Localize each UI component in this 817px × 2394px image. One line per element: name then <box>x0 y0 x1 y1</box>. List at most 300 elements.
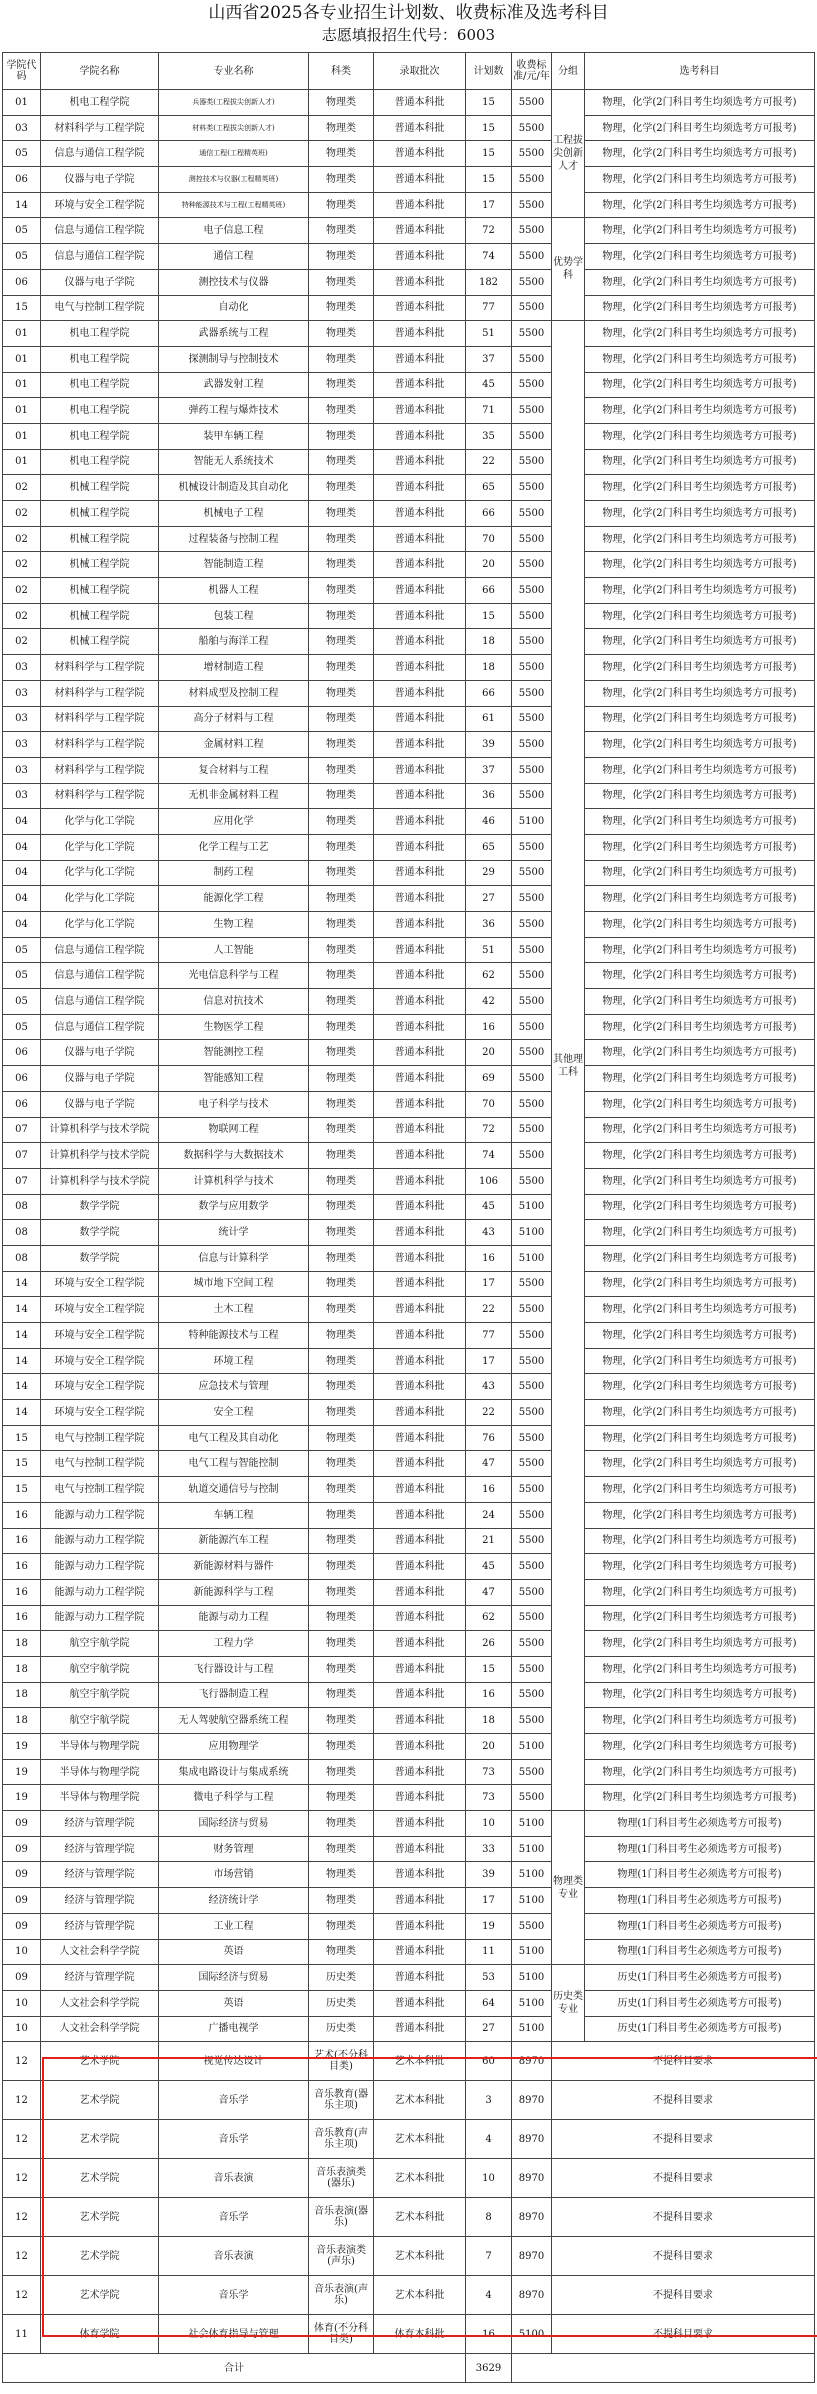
batch: 普通本科批 <box>374 989 466 1015</box>
plan-count: 72 <box>466 218 512 244</box>
fee: 5500 <box>512 1759 552 1785</box>
college-code: 18 <box>3 1708 41 1734</box>
major-name: 智能制造工程 <box>159 552 309 578</box>
plan-count: 53 <box>466 1965 512 1991</box>
fee: 5500 <box>512 732 552 758</box>
major-name: 新能源材料与器件 <box>159 1554 309 1580</box>
category: 物理类 <box>309 655 374 681</box>
fee: 8970 <box>512 2042 552 2081</box>
batch: 普通本科批 <box>374 680 466 706</box>
plan-count: 19 <box>466 1913 512 1939</box>
fee: 5500 <box>512 629 552 655</box>
subject-requirement: 物理，化学(2门科目考生均须选考方可报考) <box>585 295 815 321</box>
college-name: 计算机科学与技术学院 <box>41 1117 159 1143</box>
college-name: 材料科学与工程学院 <box>41 732 159 758</box>
plan-count: 182 <box>466 269 512 295</box>
major-name: 统计学 <box>159 1220 309 1246</box>
college-name: 环境与安全工程学院 <box>41 1400 159 1426</box>
fee: 5500 <box>512 141 552 167</box>
category: 物理类 <box>309 475 374 501</box>
category: 物理类 <box>309 1040 374 1066</box>
subject-requirement: 物理，化学(2门科目考生均须选考方可报考) <box>585 1425 815 1451</box>
subject-requirement: 物理，化学(2门科目考生均须选考方可报考) <box>585 346 815 372</box>
batch: 普通本科批 <box>374 2016 466 2042</box>
fee: 5100 <box>512 2315 552 2354</box>
plan-count: 62 <box>466 1605 512 1631</box>
fee: 5100 <box>512 2016 552 2042</box>
table-body <box>3 90 815 2383</box>
fee: 5500 <box>512 1040 552 1066</box>
category: 物理类 <box>309 269 374 295</box>
major-name: 测控技术与仪器 <box>159 269 309 295</box>
plan-count: 47 <box>466 1451 512 1477</box>
group-label: 历史类专业 <box>552 1965 585 2042</box>
batch: 普通本科批 <box>374 1502 466 1528</box>
plan-count: 37 <box>466 757 512 783</box>
college-code: 15 <box>3 1425 41 1451</box>
category: 物理类 <box>309 732 374 758</box>
batch: 普通本科批 <box>374 475 466 501</box>
batch: 普通本科批 <box>374 1939 466 1965</box>
plan-count: 77 <box>466 1323 512 1349</box>
college-code: 15 <box>3 1477 41 1503</box>
subject-requirement: 物理(1门科目考生必须选考方可报考) <box>585 1913 815 1939</box>
subject-requirement: 物理，化学(2门科目考生均须选考方可报考) <box>585 1785 815 1811</box>
subject-requirement: 物理，化学(2门科目考生均须选考方可报考) <box>585 963 815 989</box>
category: 物理类 <box>309 680 374 706</box>
batch: 普通本科批 <box>374 1400 466 1426</box>
category: 物理类 <box>309 141 374 167</box>
subject-requirement: 物理(1门科目考生必须选考方可报考) <box>585 1811 815 1837</box>
header-category: 科类 <box>309 53 374 90</box>
subject-requirement: 物理，化学(2门科目考生均须选考方可报考) <box>585 501 815 527</box>
plan-count: 36 <box>466 912 512 938</box>
header-subjects: 选考科目 <box>585 53 815 90</box>
fee: 5500 <box>512 1143 552 1169</box>
batch: 普通本科批 <box>374 963 466 989</box>
batch: 普通本科批 <box>374 1734 466 1760</box>
plan-count: 66 <box>466 578 512 604</box>
batch: 普通本科批 <box>374 1117 466 1143</box>
plan-count: 62 <box>466 963 512 989</box>
college-code: 04 <box>3 912 41 938</box>
batch: 普通本科批 <box>374 1220 466 1246</box>
category: 音乐教育(声乐主项) <box>309 2120 374 2159</box>
batch: 普通本科批 <box>374 449 466 475</box>
college-name: 环境与安全工程学院 <box>41 1323 159 1349</box>
category: 物理类 <box>309 1451 374 1477</box>
plan-count: 17 <box>466 1348 512 1374</box>
college-name: 机械工程学院 <box>41 578 159 604</box>
batch: 普通本科批 <box>374 1374 466 1400</box>
group-label: 优势学科 <box>552 218 585 321</box>
college-code: 02 <box>3 603 41 629</box>
college-name: 机械工程学院 <box>41 552 159 578</box>
subject-requirement: 物理，化学(2门科目考生均须选考方可报考) <box>585 1117 815 1143</box>
batch: 普通本科批 <box>374 1194 466 1220</box>
subject-requirement: 物理，化学(2门科目考生均须选考方可报考) <box>585 218 815 244</box>
major-name: 材料类(工程拔尖创新人才) <box>159 115 309 141</box>
college-name: 环境与安全工程学院 <box>41 1297 159 1323</box>
subject-requirement: 物理，化学(2门科目考生均须选考方可报考) <box>585 886 815 912</box>
table-row <box>3 192 815 218</box>
batch: 普通本科批 <box>374 1297 466 1323</box>
college-code: 05 <box>3 989 41 1015</box>
fee: 8970 <box>512 2081 552 2120</box>
table-row <box>3 2237 815 2276</box>
batch: 普通本科批 <box>374 1862 466 1888</box>
header-major: 专业名称 <box>159 53 309 90</box>
table-row <box>3 1451 815 1477</box>
college-code: 14 <box>3 1400 41 1426</box>
fee: 5500 <box>512 860 552 886</box>
table-row <box>3 321 815 347</box>
table-row <box>3 2016 815 2042</box>
college-name: 艺术学院 <box>41 2159 159 2198</box>
fee: 5500 <box>512 295 552 321</box>
fee: 5100 <box>512 1939 552 1965</box>
major-name: 英语 <box>159 1939 309 1965</box>
category: 物理类 <box>309 886 374 912</box>
category: 物理类 <box>309 1091 374 1117</box>
table-row <box>3 1631 815 1657</box>
table-row <box>3 1605 815 1631</box>
plan-count: 74 <box>466 244 512 270</box>
plan-count: 43 <box>466 1374 512 1400</box>
plan-count: 15 <box>466 90 512 116</box>
table-row <box>3 578 815 604</box>
batch: 普通本科批 <box>374 1811 466 1837</box>
batch: 普通本科批 <box>374 167 466 193</box>
batch: 普通本科批 <box>374 1990 466 2016</box>
plan-count: 11 <box>466 1939 512 1965</box>
plan-count: 22 <box>466 449 512 475</box>
college-name: 艺术学院 <box>41 2081 159 2120</box>
major-name: 弹药工程与爆炸技术 <box>159 398 309 424</box>
major-name: 电气工程及其自动化 <box>159 1425 309 1451</box>
college-code: 19 <box>3 1734 41 1760</box>
college-name: 机电工程学院 <box>41 423 159 449</box>
major-name: 信息对抗技术 <box>159 989 309 1015</box>
category: 物理类 <box>309 449 374 475</box>
college-code: 08 <box>3 1194 41 1220</box>
fee: 5500 <box>512 1348 552 1374</box>
table-row <box>3 1734 815 1760</box>
fee: 5500 <box>512 1477 552 1503</box>
college-code: 04 <box>3 860 41 886</box>
college-code: 19 <box>3 1785 41 1811</box>
fee: 5100 <box>512 1965 552 1991</box>
table-row <box>3 1066 815 1092</box>
batch: 普通本科批 <box>374 1168 466 1194</box>
category: 物理类 <box>309 346 374 372</box>
college-code: 18 <box>3 1682 41 1708</box>
fee: 5500 <box>512 1425 552 1451</box>
category: 物理类 <box>309 1579 374 1605</box>
category: 物理类 <box>309 244 374 270</box>
batch: 普通本科批 <box>374 90 466 116</box>
college-name: 仪器与电子学院 <box>41 1091 159 1117</box>
fee: 5500 <box>512 1400 552 1426</box>
category: 物理类 <box>309 1323 374 1349</box>
subject-requirement: 历史(1门科目考生必须选考方可报考) <box>585 1990 815 2016</box>
fee: 5500 <box>512 1091 552 1117</box>
plan-count: 45 <box>466 1554 512 1580</box>
subject-requirement: 物理，化学(2门科目考生均须选考方可报考) <box>585 860 815 886</box>
college-name: 半导体与物理学院 <box>41 1759 159 1785</box>
table-row <box>3 526 815 552</box>
batch: 普通本科批 <box>374 834 466 860</box>
table-row <box>3 1554 815 1580</box>
plan-count: 16 <box>466 2315 512 2354</box>
major-name: 能源与动力工程 <box>159 1605 309 1631</box>
batch: 普通本科批 <box>374 783 466 809</box>
plan-count: 45 <box>466 1194 512 1220</box>
batch: 普通本科批 <box>374 141 466 167</box>
batch: 普通本科批 <box>374 398 466 424</box>
college-name: 电气与控制工程学院 <box>41 1477 159 1503</box>
fee: 5500 <box>512 989 552 1015</box>
subject-requirement: 物理，化学(2门科目考生均须选考方可报考) <box>585 1348 815 1374</box>
college-name: 仪器与电子学院 <box>41 167 159 193</box>
college-name: 经济与管理学院 <box>41 1888 159 1914</box>
college-name: 信息与通信工程学院 <box>41 937 159 963</box>
table-row <box>3 1014 815 1040</box>
college-code: 05 <box>3 141 41 167</box>
fee: 5100 <box>512 1194 552 1220</box>
table-row <box>3 2315 815 2354</box>
college-code: 09 <box>3 1965 41 1991</box>
major-name: 通信工程 <box>159 244 309 270</box>
fee: 5500 <box>512 706 552 732</box>
subject-requirement: 物理，化学(2门科目考生均须选考方可报考) <box>585 1502 815 1528</box>
fee: 5500 <box>512 655 552 681</box>
fee: 5500 <box>512 1913 552 1939</box>
major-name: 经济统计学 <box>159 1888 309 1914</box>
college-code: 05 <box>3 1014 41 1040</box>
college-code: 02 <box>3 501 41 527</box>
plan-count: 60 <box>466 2042 512 2081</box>
table-row <box>3 269 815 295</box>
fee: 5500 <box>512 552 552 578</box>
plan-count: 15 <box>466 1656 512 1682</box>
fee: 5500 <box>512 1066 552 1092</box>
college-code: 12 <box>3 2159 41 2198</box>
batch: 体育本科批 <box>374 2315 466 2354</box>
plan-count: 24 <box>466 1502 512 1528</box>
fee: 5500 <box>512 1656 552 1682</box>
category: 物理类 <box>309 1888 374 1914</box>
college-code: 18 <box>3 1656 41 1682</box>
college-name: 机械工程学院 <box>41 603 159 629</box>
batch: 普通本科批 <box>374 809 466 835</box>
college-name: 艺术学院 <box>41 2198 159 2237</box>
college-name: 材料科学与工程学院 <box>41 655 159 681</box>
major-name: 数学与应用数学 <box>159 1194 309 1220</box>
college-name: 航空宇航学院 <box>41 1631 159 1657</box>
category: 物理类 <box>309 1194 374 1220</box>
subject-requirement: 物理，化学(2门科目考生均须选考方可报考) <box>585 269 815 295</box>
subject-requirement: 物理，化学(2门科目考生均须选考方可报考) <box>585 1297 815 1323</box>
college-code: 03 <box>3 680 41 706</box>
fee: 5500 <box>512 603 552 629</box>
table-row <box>3 886 815 912</box>
fee: 5500 <box>512 449 552 475</box>
plan-count: 73 <box>466 1785 512 1811</box>
major-name: 安全工程 <box>159 1400 309 1426</box>
subject-requirement: 物理，化学(2门科目考生均须选考方可报考) <box>585 1374 815 1400</box>
plan-count: 17 <box>466 1271 512 1297</box>
college-code: 12 <box>3 2198 41 2237</box>
plan-count: 46 <box>466 809 512 835</box>
category: 物理类 <box>309 1734 374 1760</box>
plan-count: 20 <box>466 1040 512 1066</box>
table-row <box>3 449 815 475</box>
category: 物理类 <box>309 757 374 783</box>
category: 历史类 <box>309 2016 374 2042</box>
plan-count: 39 <box>466 732 512 758</box>
category: 音乐教育(器乐主项) <box>309 2081 374 2120</box>
college-code: 11 <box>3 2315 41 2354</box>
batch: 普通本科批 <box>374 1708 466 1734</box>
fee: 8970 <box>512 2159 552 2198</box>
fee: 5100 <box>512 1990 552 2016</box>
subject-requirement: 物理，化学(2门科目考生均须选考方可报考) <box>585 1631 815 1657</box>
table-row <box>3 1040 815 1066</box>
batch: 普通本科批 <box>374 1528 466 1554</box>
table-row <box>3 1117 815 1143</box>
subject-requirement: 物理，化学(2门科目考生均须选考方可报考) <box>585 526 815 552</box>
total-blank <box>512 2354 815 2383</box>
college-code: 01 <box>3 398 41 424</box>
college-name: 材料科学与工程学院 <box>41 115 159 141</box>
category: 物理类 <box>309 1913 374 1939</box>
table-row <box>3 1785 815 1811</box>
fee: 5100 <box>512 1888 552 1914</box>
plan-count: 36 <box>466 783 512 809</box>
batch: 普通本科批 <box>374 629 466 655</box>
subject-requirement: 物理，化学(2门科目考生均须选考方可报考) <box>585 1759 815 1785</box>
fee: 5500 <box>512 1554 552 1580</box>
college-code: 03 <box>3 732 41 758</box>
subject-requirement: 物理，化学(2门科目考生均须选考方可报考) <box>585 1323 815 1349</box>
subject-requirement: 物理，化学(2门科目考生均须选考方可报考) <box>585 423 815 449</box>
college-code: 08 <box>3 1245 41 1271</box>
subject-requirement: 物理，化学(2门科目考生均须选考方可报考) <box>585 141 815 167</box>
batch: 普通本科批 <box>374 1913 466 1939</box>
batch: 普通本科批 <box>374 346 466 372</box>
college-code: 16 <box>3 1579 41 1605</box>
category: 音乐表演类(器乐) <box>309 2159 374 2198</box>
college-code: 15 <box>3 295 41 321</box>
major-name: 探测制导与控制技术 <box>159 346 309 372</box>
table-row <box>3 1400 815 1426</box>
fee: 5500 <box>512 912 552 938</box>
subject-requirement: 物理，化学(2门科目考生均须选考方可报考) <box>585 475 815 501</box>
college-name: 经济与管理学院 <box>41 1862 159 1888</box>
table-row <box>3 1245 815 1271</box>
plan-count: 64 <box>466 1990 512 2016</box>
batch: 艺术本科批 <box>374 2198 466 2237</box>
college-name: 化学与化工学院 <box>41 860 159 886</box>
college-name: 人文社会科学学院 <box>41 1939 159 1965</box>
plan-count: 66 <box>466 680 512 706</box>
college-code: 07 <box>3 1143 41 1169</box>
college-code: 14 <box>3 1323 41 1349</box>
major-name: 数据科学与大数据技术 <box>159 1143 309 1169</box>
plan-count: 15 <box>466 141 512 167</box>
college-code: 16 <box>3 1554 41 1580</box>
batch: 普通本科批 <box>374 423 466 449</box>
plan-count: 16 <box>466 1014 512 1040</box>
major-name: 电气工程与智能控制 <box>159 1451 309 1477</box>
major-name: 城市地下空间工程 <box>159 1271 309 1297</box>
subject-requirement: 物理，化学(2门科目考生均须选考方可报考) <box>585 1271 815 1297</box>
plan-count: 70 <box>466 1091 512 1117</box>
college-code: 09 <box>3 1888 41 1914</box>
plan-count: 21 <box>466 1528 512 1554</box>
college-name: 环境与安全工程学院 <box>41 1348 159 1374</box>
subject-requirement: 物理(1门科目考生必须选考方可报考) <box>585 1836 815 1862</box>
fee: 5500 <box>512 1271 552 1297</box>
table-row <box>3 1348 815 1374</box>
college-code: 10 <box>3 2016 41 2042</box>
college-name: 艺术学院 <box>41 2042 159 2081</box>
subject-requirement: 物理，化学(2门科目考生均须选考方可报考) <box>585 90 815 116</box>
batch: 普通本科批 <box>374 526 466 552</box>
subject-requirement: 物理，化学(2门科目考生均须选考方可报考) <box>585 321 815 347</box>
plan-count: 106 <box>466 1168 512 1194</box>
batch: 普通本科批 <box>374 552 466 578</box>
plan-count: 10 <box>466 2159 512 2198</box>
table-row <box>3 1194 815 1220</box>
table-row <box>3 680 815 706</box>
category: 物理类 <box>309 1631 374 1657</box>
fee: 5500 <box>512 963 552 989</box>
batch: 普通本科批 <box>374 1348 466 1374</box>
college-name: 信息与通信工程学院 <box>41 1014 159 1040</box>
batch: 普通本科批 <box>374 912 466 938</box>
college-name: 机电工程学院 <box>41 372 159 398</box>
batch: 普通本科批 <box>374 578 466 604</box>
college-code: 05 <box>3 963 41 989</box>
batch: 艺术本科批 <box>374 2042 466 2081</box>
subject-requirement: 物理，化学(2门科目考生均须选考方可报考) <box>585 1579 815 1605</box>
fee: 5500 <box>512 1579 552 1605</box>
fee: 5500 <box>512 423 552 449</box>
table-row <box>3 732 815 758</box>
batch: 普通本科批 <box>374 1425 466 1451</box>
plan-count: 20 <box>466 1734 512 1760</box>
college-name: 经济与管理学院 <box>41 1913 159 1939</box>
fee: 5500 <box>512 526 552 552</box>
batch: 普通本科批 <box>374 244 466 270</box>
fee: 5500 <box>512 192 552 218</box>
college-name: 能源与动力工程学院 <box>41 1554 159 1580</box>
fee: 5100 <box>512 1734 552 1760</box>
college-name: 机电工程学院 <box>41 346 159 372</box>
page-subtitle: 志愿填报招生代号：6003 <box>321 26 496 44</box>
fee: 5500 <box>512 218 552 244</box>
major-name: 通信工程(工程精英班) <box>159 141 309 167</box>
college-code: 10 <box>3 1939 41 1965</box>
subject-requirement: 物理，化学(2门科目考生均须选考方可报考) <box>585 1554 815 1580</box>
plan-count: 74 <box>466 1143 512 1169</box>
table-row <box>3 423 815 449</box>
batch: 普通本科批 <box>374 192 466 218</box>
batch: 普通本科批 <box>374 372 466 398</box>
subject-requirement: 不提科目要求 <box>552 2159 815 2198</box>
